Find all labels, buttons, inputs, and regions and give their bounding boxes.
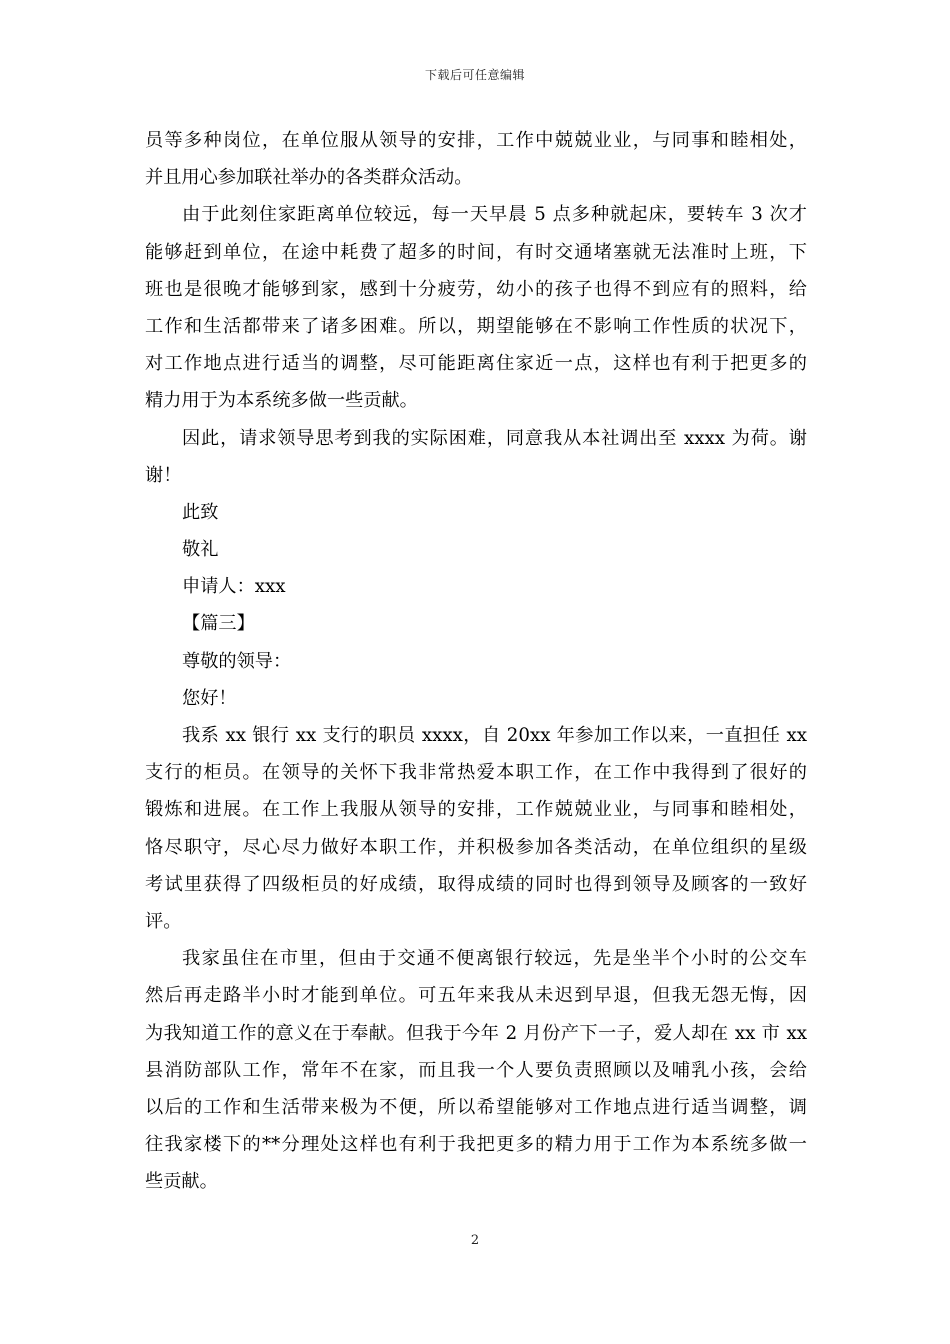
text-line: 我家虽住在市里，但由于交通不便离银行较远，先是坐半个小时的公交车 bbox=[182, 948, 807, 970]
text-line: 由于此刻住家距离单位较远，每一天早晨 5 点多种就起床，要转车 3 次才 bbox=[182, 204, 807, 226]
text-line: 恪尽职守，尽心尽力做好本职工作，并积极参加各类活动，在单位组织的星级 bbox=[145, 836, 807, 858]
page-header: 下载后可任意编辑 bbox=[424, 68, 525, 82]
text-line: 精力用于为本系统多做一些贡献。 bbox=[145, 390, 418, 412]
text-line: 我系 xx 银行 xx 支行的职员 xxxx，自 20xx 年参加工作以来，一直担任 xx bbox=[182, 725, 807, 746]
text-line: 此致 bbox=[182, 501, 219, 523]
text-line: 考试里获得了四级柜员的好成绩，取得成绩的同时也得到领导及顾客的一致好 bbox=[145, 873, 807, 895]
text-line: 往我家楼下的**分理处这样也有利于我把更多的精力用于工作为本系统多做一 bbox=[145, 1134, 807, 1156]
text-line: 谢！ bbox=[145, 464, 182, 486]
document-body bbox=[145, 122, 807, 1200]
text-line: 敬礼 bbox=[182, 539, 219, 561]
text-line: 对工作地点进行适当的调整，尽可能距离住家近一点，这样也有利于把更多的 bbox=[145, 353, 807, 375]
text-line: 因此，请求领导思考到我的实际困难，同意我从本社调出至 xxxx 为荷。谢 bbox=[182, 427, 807, 449]
text-line: 支行的柜员。在领导的关怀下我非常热爱本职工作，在工作中我得到了很好的 bbox=[145, 762, 807, 784]
text-line: 些贡献。 bbox=[145, 1171, 218, 1193]
text-line: 能够赶到单位，在途中耗费了超多的时间，有时交通堵塞就无法准时上班，下 bbox=[145, 241, 807, 263]
text-line: 员等多种岗位，在单位服从领导的安排，工作中兢兢业业，与同事和睦相处， bbox=[145, 130, 807, 151]
text-line: 班也是很晚才能够到家，感到十分疲劳，幼小的孩子也得不到应有的照料，给 bbox=[145, 278, 807, 300]
text-line: 评。 bbox=[145, 910, 182, 932]
text-line: 然后再走路半小时才能到单位。可五年来我从未迟到早退，但我无怨无悔，因 bbox=[145, 985, 807, 1007]
text-line: 您好！ bbox=[182, 687, 237, 709]
page-number: 2 bbox=[470, 1233, 480, 1248]
text-line: 尊敬的领导： bbox=[182, 650, 292, 672]
text-line: 工作和生活都带来了诸多困难。所以，期望能够在不影响工作性质的状况下， bbox=[145, 315, 807, 337]
text-line: 申请人：xxx bbox=[182, 576, 286, 598]
text-line: 锻炼和进展。在工作上我服从领导的安排，工作兢兢业业，与同事和睦相处， bbox=[145, 799, 807, 821]
text-line: 并且用心参加联社举办的各类群众活动。 bbox=[145, 167, 473, 189]
text-line: 为我知道工作的意义在于奉献。但我于今年 2 月份产下一子，爱人却在 xx 市 xx bbox=[145, 1022, 807, 1044]
text-line: 【篇三】 bbox=[182, 613, 255, 635]
text-line: 以后的工作和生活带来极为不便，所以希望能够对工作地点进行适当调整，调 bbox=[145, 1096, 807, 1118]
text-line: 县消防部队工作，常年不在家，而且我一个人要负责照顾以及哺乳小孩，会给 bbox=[145, 1059, 807, 1081]
